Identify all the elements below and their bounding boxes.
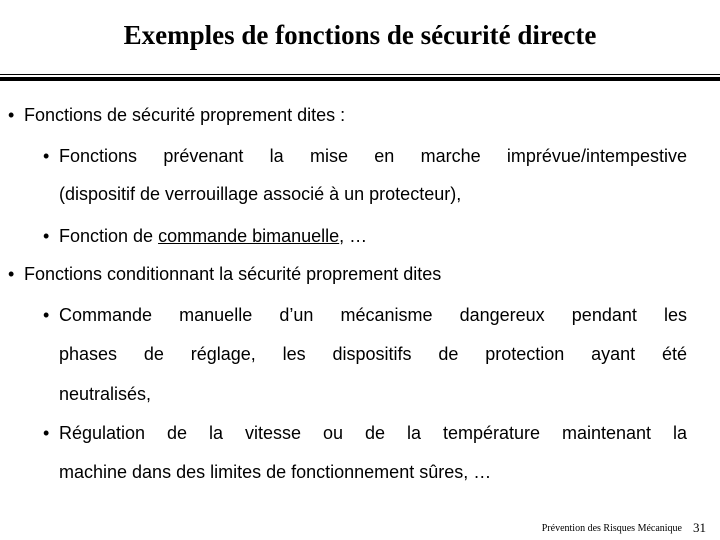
bullet-level2-item	[43, 304, 687, 326]
bullet-dot-icon: •	[43, 226, 50, 246]
page-number: 31	[693, 520, 706, 535]
bullet-text: Fonctions de sécurité proprement dites :	[24, 105, 346, 125]
underlined-term: commande bimanuelle	[158, 226, 340, 246]
bullet-text-suffix: , …	[339, 226, 368, 246]
footer-text: Prévention des Risques Mécanique	[541, 523, 682, 534]
title-divider-thick	[0, 77, 720, 81]
bullet-dot-icon: •	[43, 423, 50, 443]
bullet-level2-item	[43, 225, 367, 247]
bullet-text: Commande manuelle d’un mécanisme dangereux pendant les	[59, 305, 687, 325]
bullet-text: Fonction de	[59, 226, 159, 246]
bullet-text: Régulation de la vitesse ou de la température maintenant la	[59, 423, 687, 443]
bullet-continuation: (dispositif de verrouillage associé à un protecteur),	[59, 184, 462, 204]
bullet-dot-icon: •	[8, 264, 15, 284]
bullet-continuation: phases de réglage, les dispositifs de protection ayant été	[59, 344, 687, 364]
bullet-text: Fonctions conditionnant la sécurité proprement dites	[24, 264, 442, 284]
bullet-continuation: neutralisés,	[59, 384, 152, 404]
title-divider-thin	[0, 74, 720, 75]
bullet-level1-item	[8, 104, 345, 126]
bullet-dot-icon: •	[43, 146, 50, 166]
bullet-dot-icon: •	[43, 305, 50, 325]
bullet-text: Fonctions prévenant la mise en marche imprévue/intempestive	[59, 146, 687, 166]
bullet-dot-icon: •	[8, 105, 15, 125]
slide-title: Exemples de fonctions de sécurité directe	[123, 20, 597, 50]
bullet-level2-item	[43, 145, 687, 167]
bullet-level2-item	[43, 422, 687, 444]
bullet-level1-item	[8, 263, 441, 285]
bullet-continuation: machine dans des limites de fonctionnement sûres, …	[59, 462, 492, 482]
